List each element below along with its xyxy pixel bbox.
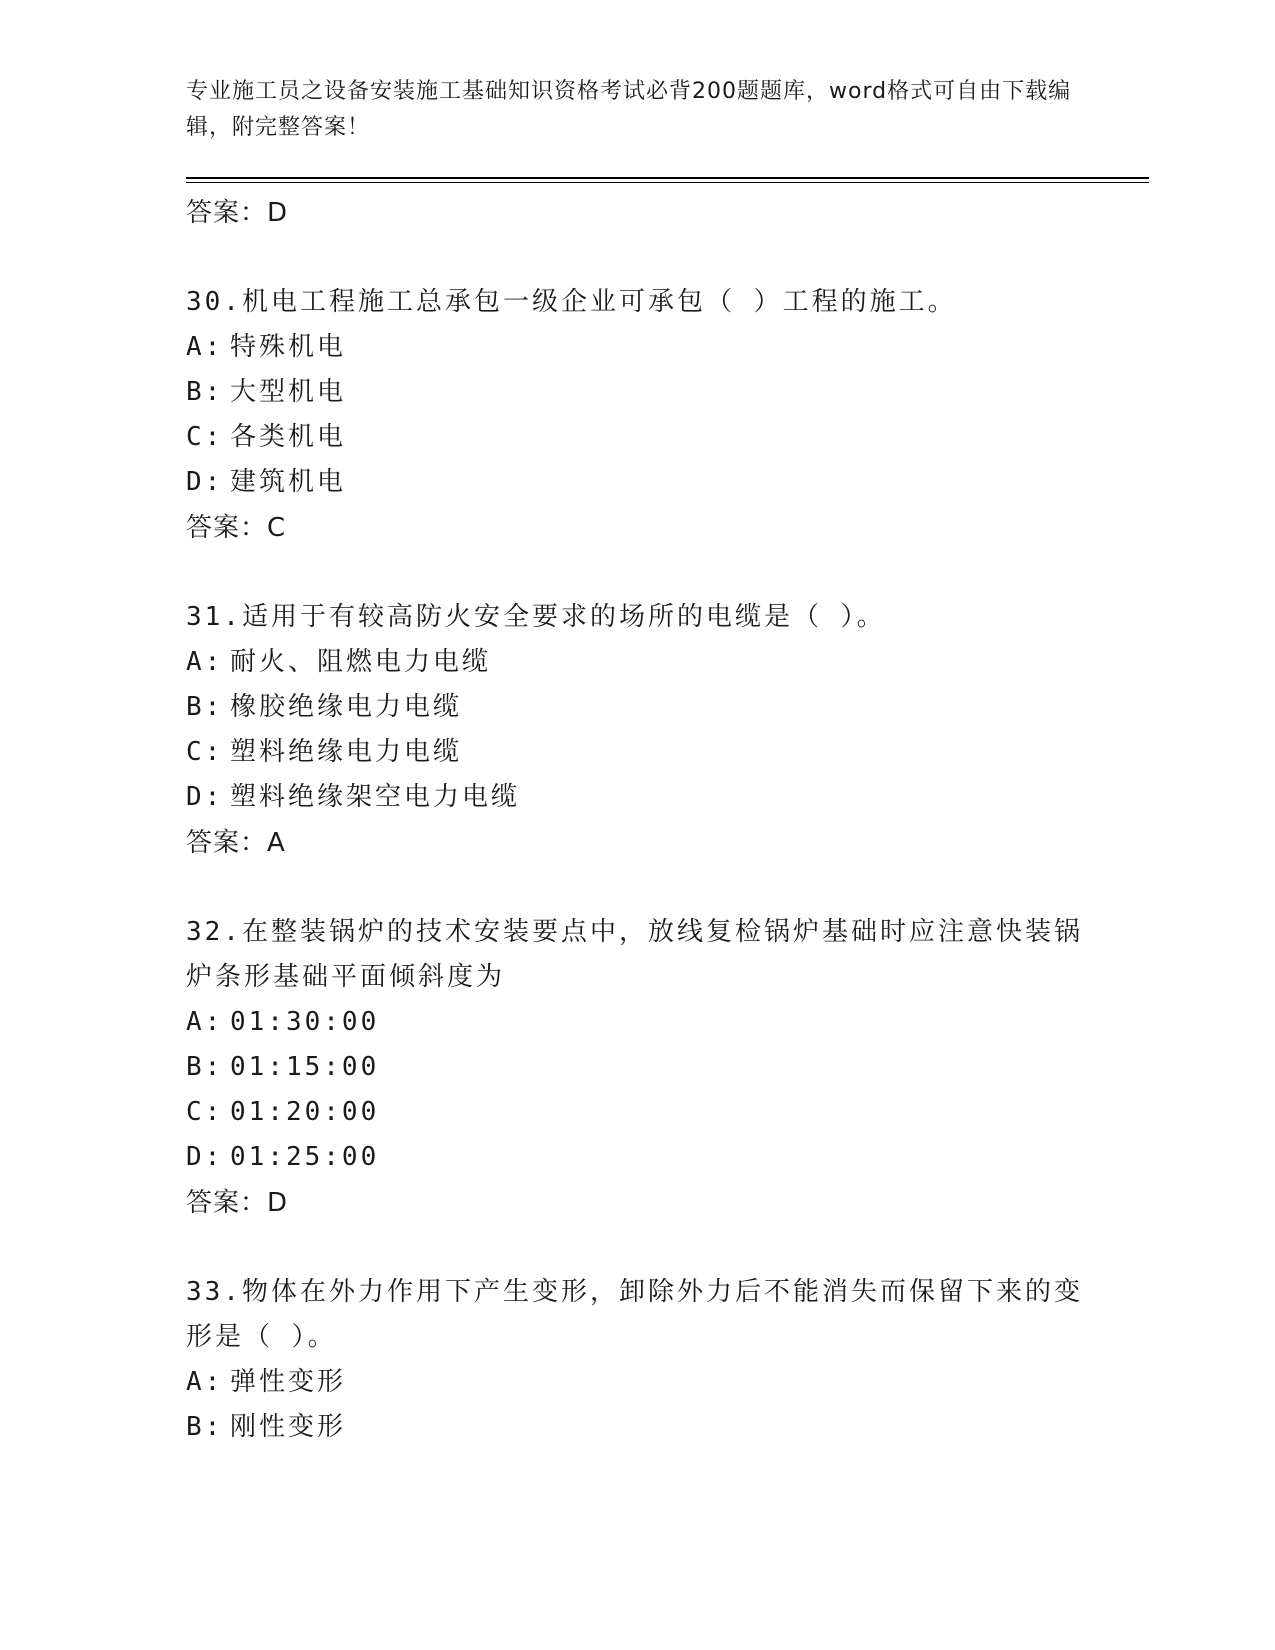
option-a <box>186 325 1086 370</box>
option-key: B: <box>186 1412 224 1442</box>
question-number: 32. <box>186 917 242 947</box>
question-number: 33. <box>186 1277 242 1307</box>
header-rule-thick <box>186 177 1149 179</box>
option-text: 01:20:00 <box>230 1097 380 1127</box>
option-key: A: <box>186 1367 224 1397</box>
option-a <box>186 640 1086 685</box>
option-key: B: <box>186 1052 224 1082</box>
question-33 <box>186 1270 1086 1450</box>
option-c <box>186 730 1086 775</box>
option-b <box>186 370 1086 415</box>
question-number: 31. <box>186 602 242 632</box>
question-30 <box>186 280 1086 551</box>
option-key: D: <box>186 467 224 497</box>
question-text <box>186 910 1086 1000</box>
answer: 答案：A <box>186 828 286 858</box>
question-stem: 机电工程施工总承包一级企业可承包（ ）工程的施工。 <box>241 287 957 317</box>
answer-prev: 答案：D <box>186 198 289 228</box>
question-text <box>186 1270 1086 1360</box>
option-key: B: <box>186 692 224 722</box>
option-key: C: <box>186 737 224 767</box>
question-stem: 在整装锅炉的技术安装要点中，放线复检锅炉基础时应注意快装锅炉条形基础平面倾斜度为 <box>186 917 1083 992</box>
answer: 答案：C <box>186 513 287 543</box>
document-header: 专业施工员之设备安装施工基础知识资格考试必背200题题库，word格式可自由下载编辑，附完整答案！ <box>186 79 1072 140</box>
option-a <box>186 1000 1086 1045</box>
option-a <box>186 1360 1086 1405</box>
option-key: A: <box>186 332 224 362</box>
option-text: 特殊机电 <box>230 332 347 362</box>
option-c <box>186 415 1086 460</box>
option-text: 耐火、阻燃电力电缆 <box>230 647 492 677</box>
option-text: 各类机电 <box>230 422 347 452</box>
question-text <box>186 595 1086 640</box>
question-text <box>186 280 1086 325</box>
option-c <box>186 1090 1086 1135</box>
question-31 <box>186 595 1086 866</box>
option-d <box>186 1135 1086 1180</box>
option-key: A: <box>186 1007 224 1037</box>
option-d <box>186 775 1086 820</box>
answer: 答案：D <box>186 1188 289 1218</box>
option-text: 橡胶绝缘电力电缆 <box>230 692 463 722</box>
option-text: 建筑机电 <box>230 467 347 497</box>
question-stem: 物体在外力作用下产生变形，卸除外力后不能消失而保留下来的变形是（ ）。 <box>186 1277 1083 1352</box>
option-text: 大型机电 <box>230 377 347 407</box>
question-list <box>186 190 1086 1450</box>
option-d <box>186 460 1086 505</box>
option-b <box>186 1045 1086 1090</box>
question-number: 30. <box>186 287 242 317</box>
question-32 <box>186 910 1086 1226</box>
header-rule-thin <box>186 182 1149 183</box>
option-key: D: <box>186 782 224 812</box>
option-text: 01:30:00 <box>230 1007 380 1037</box>
option-text: 弹性变形 <box>230 1367 347 1397</box>
option-key: B: <box>186 377 224 407</box>
option-b <box>186 1405 1086 1450</box>
question-stem: 适用于有较高防火安全要求的场所的电缆是（ ）。 <box>241 602 886 632</box>
option-text: 01:25:00 <box>230 1142 380 1172</box>
option-text: 塑料绝缘电力电缆 <box>230 737 463 767</box>
option-key: D: <box>186 1142 224 1172</box>
option-text: 刚性变形 <box>230 1412 347 1442</box>
option-b <box>186 685 1086 730</box>
option-key: C: <box>186 1097 224 1127</box>
option-key: C: <box>186 422 224 452</box>
option-text: 塑料绝缘架空电力电缆 <box>230 782 521 812</box>
option-text: 01:15:00 <box>230 1052 380 1082</box>
option-key: A: <box>186 647 224 677</box>
